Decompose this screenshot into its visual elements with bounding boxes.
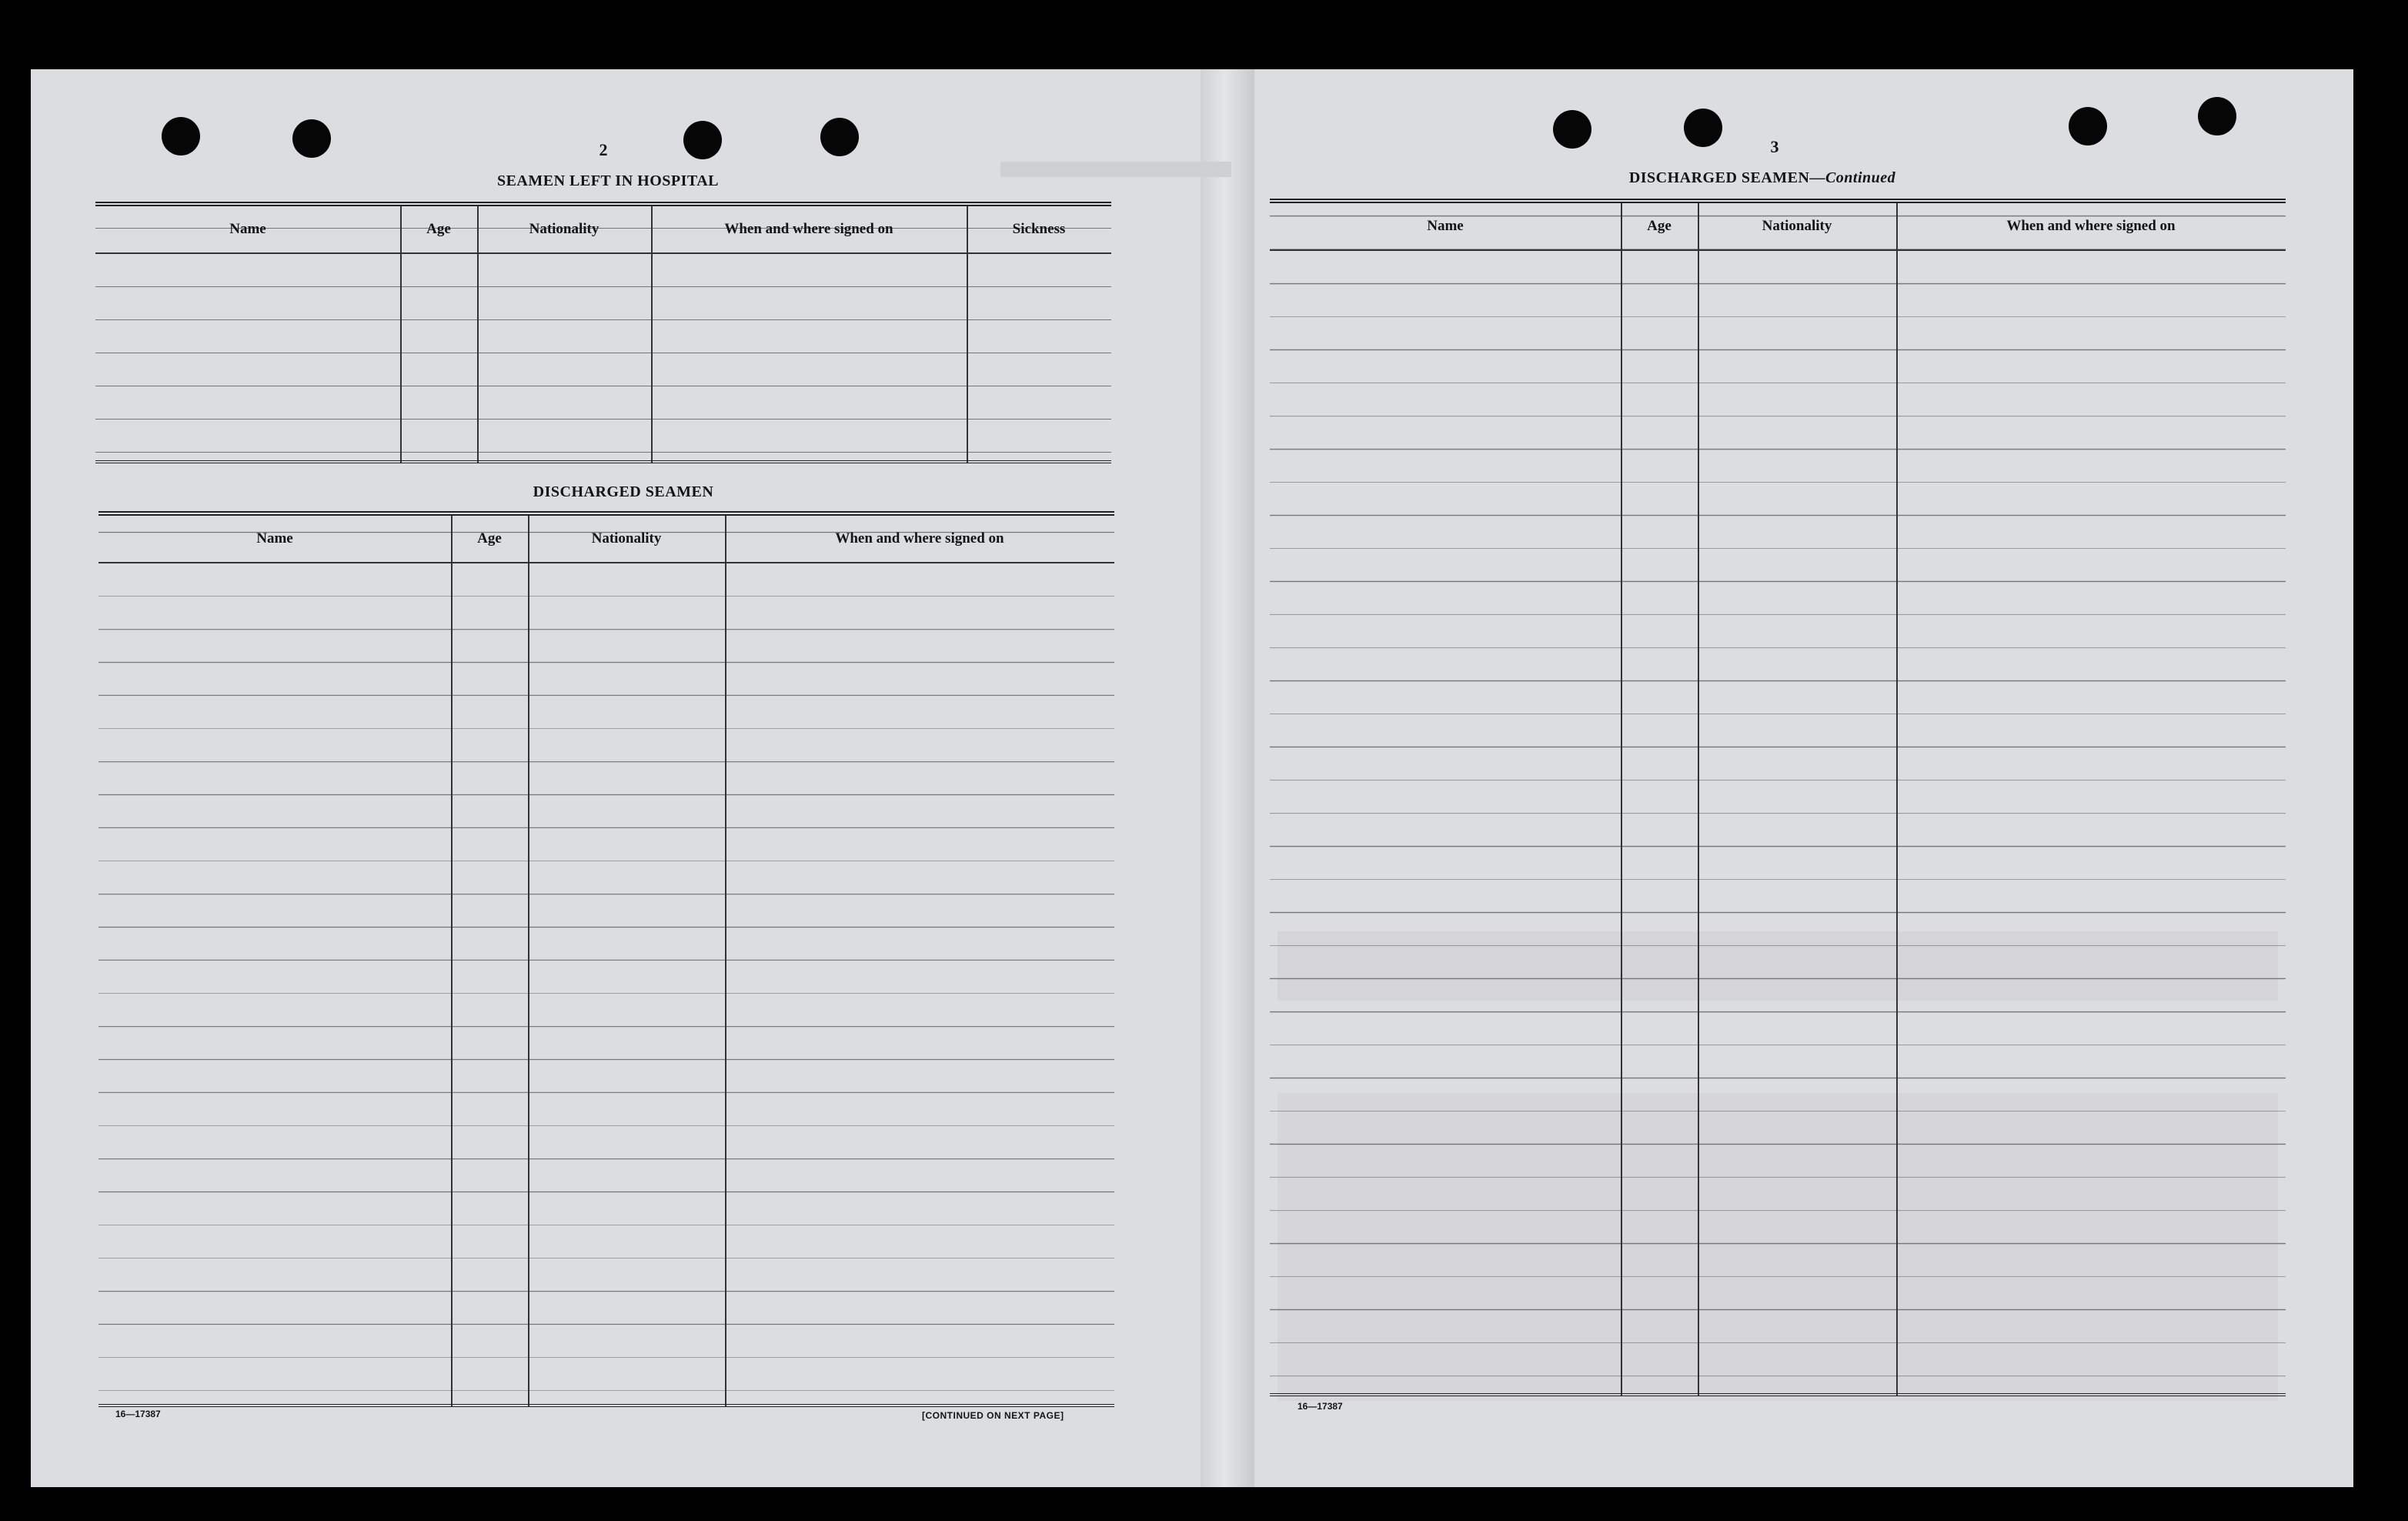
column-header-age: Age xyxy=(1647,218,1672,234)
continued-note: [CONTINUED ON NEXT PAGE] xyxy=(922,1410,1064,1421)
column-divider xyxy=(1698,203,1699,1396)
column-divider xyxy=(1896,203,1898,1396)
punch-hole xyxy=(683,121,722,159)
table-bottom-rule xyxy=(99,1404,1114,1407)
punch-hole xyxy=(1684,109,1722,147)
center-fold xyxy=(1201,69,1254,1487)
hospital-table xyxy=(95,202,1111,463)
punch-hole xyxy=(2069,107,2107,145)
column-header-age: Age xyxy=(426,221,451,237)
punch-hole xyxy=(162,117,200,155)
table-bottom-rule xyxy=(95,460,1111,463)
hospital-section-title: SEAMEN LEFT IN HOSPITAL xyxy=(496,172,720,189)
column-header-sickness: Sickness xyxy=(1012,221,1066,237)
column-divider xyxy=(451,516,453,1407)
page-number: 2 xyxy=(599,140,608,159)
column-divider xyxy=(528,516,529,1407)
form-number: 16—17387 xyxy=(115,1409,161,1419)
column-header-signed-on: When and where signed on xyxy=(835,530,1004,547)
discharged-continued-title xyxy=(1555,169,1970,187)
column-divider xyxy=(400,206,402,463)
column-header-nationality: Nationality xyxy=(529,221,599,237)
column-divider xyxy=(1621,203,1622,1396)
punch-hole xyxy=(292,119,331,158)
discharged-table-left xyxy=(99,511,1114,1407)
punch-hole xyxy=(2198,97,2236,135)
column-header-name: Name xyxy=(229,221,266,237)
punch-hole xyxy=(1553,110,1591,149)
title-continued: —Continued xyxy=(1809,169,1896,186)
column-header-age: Age xyxy=(477,530,502,547)
column-divider xyxy=(651,206,653,463)
discharged-table-right xyxy=(1270,199,2286,1396)
column-header-nationality: Nationality xyxy=(591,530,662,547)
punch-hole xyxy=(820,118,859,156)
column-header-signed-on: When and where signed on xyxy=(724,221,893,237)
discharged-section-title: DISCHARGED SEAMEN xyxy=(533,483,714,500)
table-bottom-rule xyxy=(1270,1393,2286,1396)
page-number: 3 xyxy=(1770,137,1779,156)
column-divider xyxy=(725,516,726,1407)
column-header-name: Name xyxy=(1427,218,1464,234)
column-header-nationality: Nationality xyxy=(1762,218,1832,234)
column-divider xyxy=(477,206,479,463)
column-header-signed-on: When and where signed on xyxy=(2006,218,2176,234)
form-number: 16—17387 xyxy=(1298,1401,1343,1412)
column-divider xyxy=(967,206,968,463)
column-header-name: Name xyxy=(256,530,293,547)
title-main: DISCHARGED SEAMEN xyxy=(1628,169,1810,186)
